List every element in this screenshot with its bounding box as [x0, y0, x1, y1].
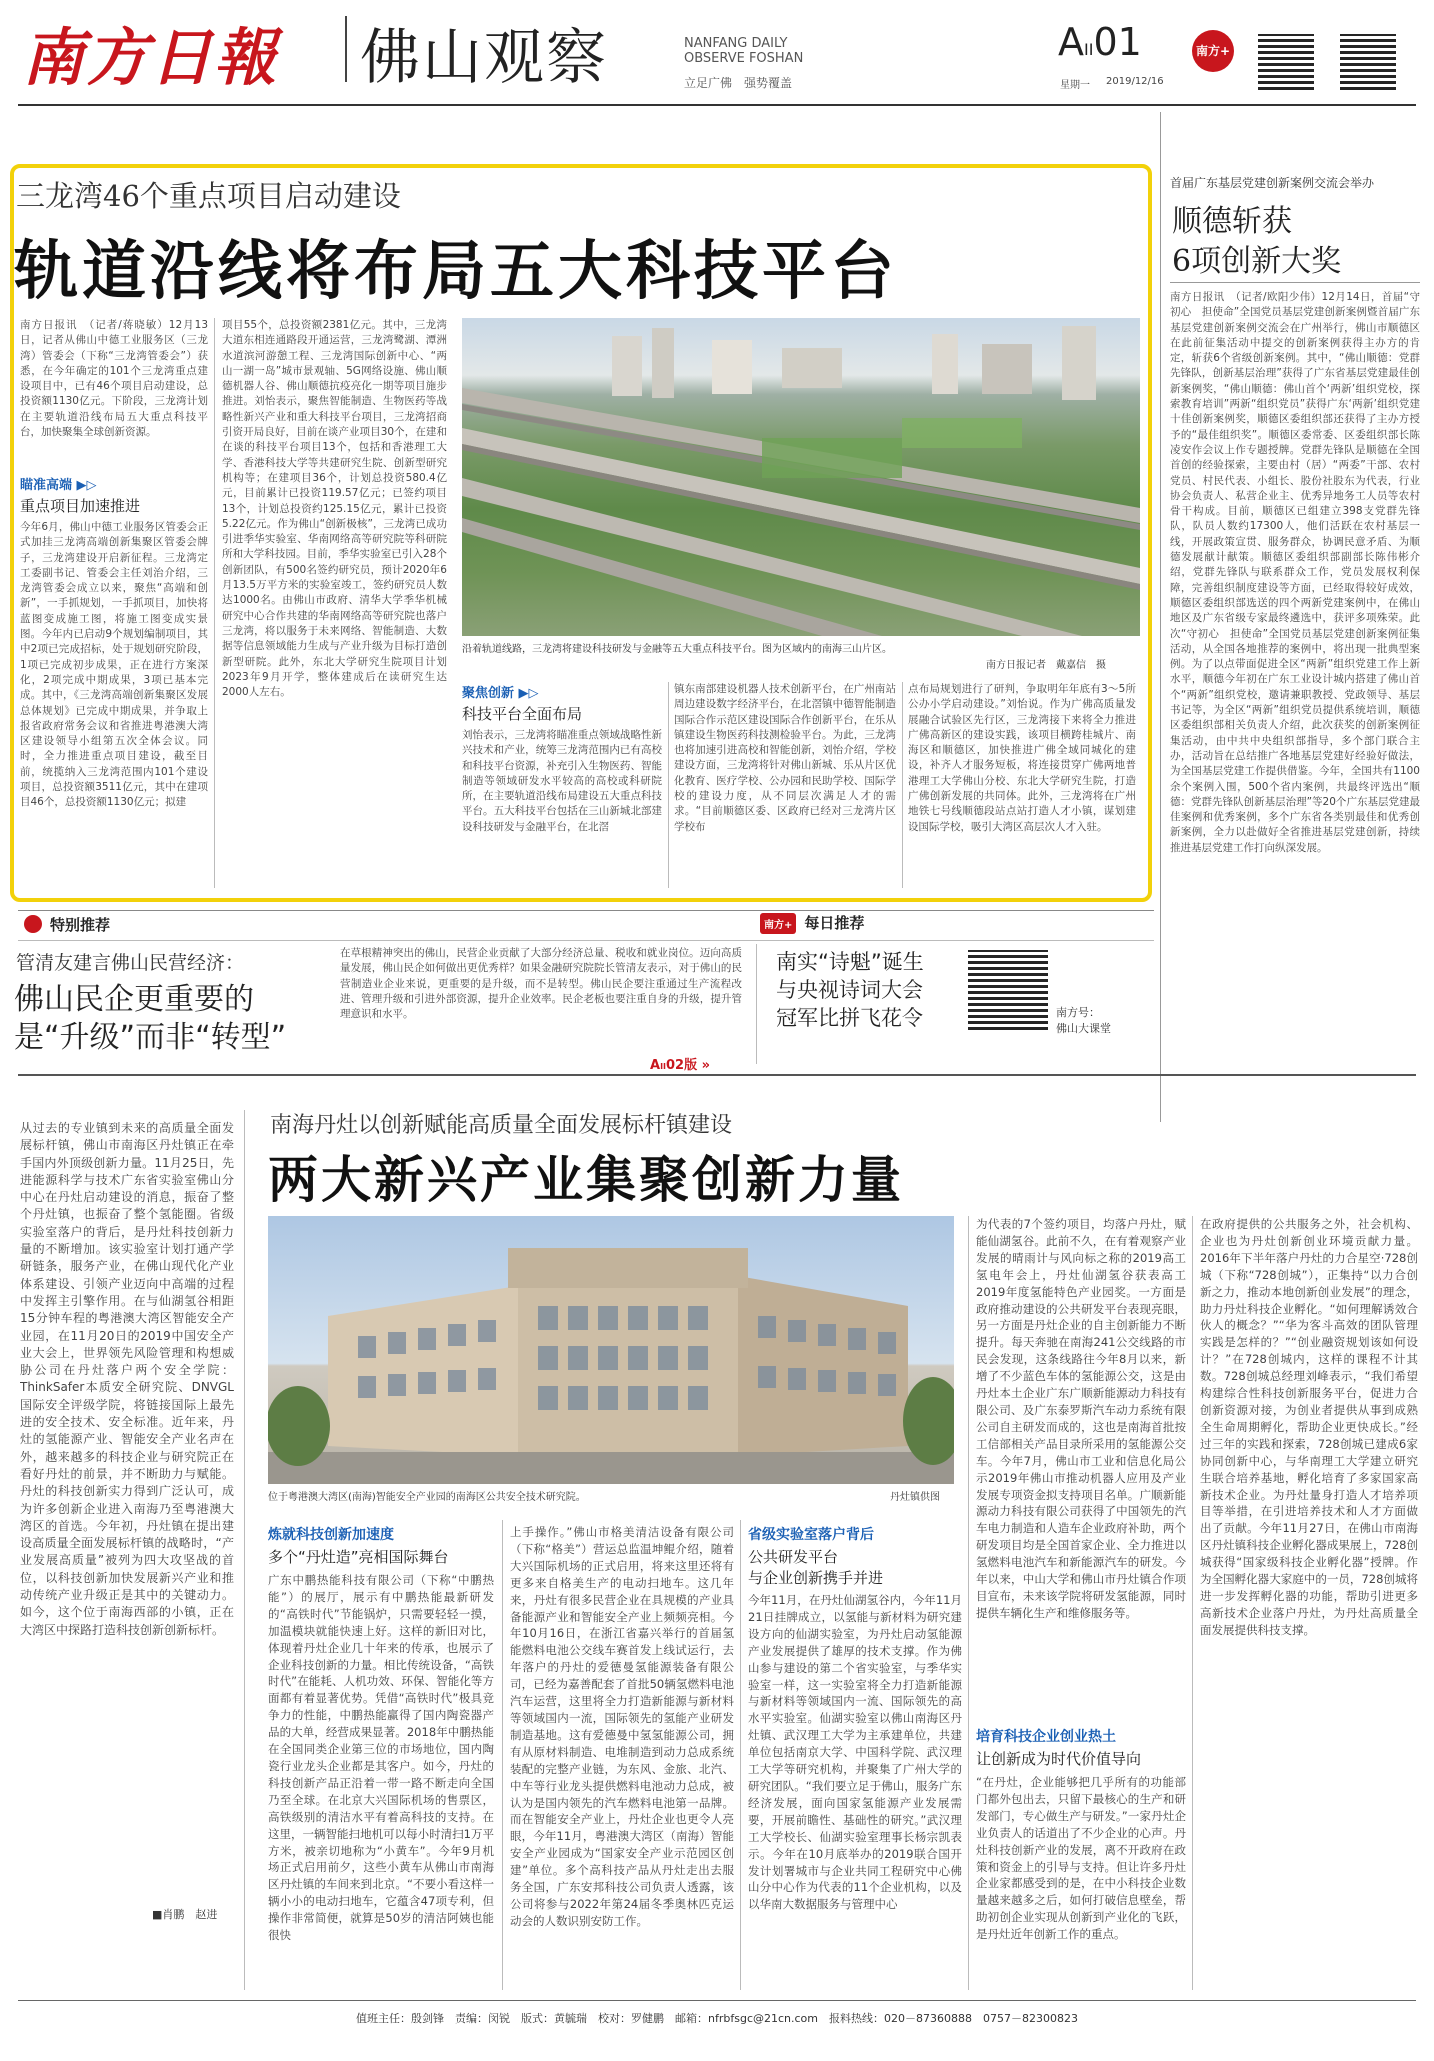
lead-col1-intro: 南方日报讯 （记者/蒋晓敏）12月13日，记者从佛山中德工业服务区（三龙湾）管委会（下称“三龙湾管委会”）获悉，在今年确定的101个三龙湾重点建设项目中，已有46个项目启动建设，总投资额1130亿元。下阶段，三龙湾计划在主要轨道沿线布局五大重点科技平台，加快聚集全球创新资源。 [20, 319, 208, 439]
qr-code-2[interactable] [1340, 34, 1396, 90]
qr-label-2: 佛山大课堂 [1056, 1022, 1111, 1035]
right-headline-2: 6项创新大奖 [1172, 244, 1342, 279]
second-sub-a-title: 多个“丹灶造”亮相国际舞台 [268, 1548, 449, 1566]
play-arrow-icon: ▶▷ [514, 686, 539, 701]
newspaper-logo: 南方日報 [22, 21, 279, 94]
masthead [0, 0, 1434, 100]
second-sub-c-label: 培育科技企业创业热土 [976, 1729, 1116, 1745]
slogan: 立足广佛 强势覆盖 [684, 76, 793, 90]
daily-qr-code[interactable] [968, 950, 1048, 1030]
second-headline: 两大新兴产业集聚创新力量 [268, 1150, 904, 1209]
second-col-b: 上手操作。”佛山市格美清洁设备有限公司（下称“格美”）营运总监温坤鲲介绍，随着大兴国际机场的正式启用，将来这里还将有更多来自格美生产的电动扫地车。这几年来，丹灶有很多民营企业在具规模的产业具备能源产业和智能安全产业上频频亮相。今年10月16日，在浙江省嘉兴举行的首届氢能燃料电池公交线车赛首发上线试运行，去年落户的丹灶的爱德曼氢能源装备有限公司，已经为嘉善配套了首批50辆氢燃料电池汽车运营，这里将全力打造新能源与新材料等领域国内一流，国际领先的氢能产业研发制造基地。这有爱德曼中氢氢能源公司，拥有从原材料制造、电堆制造到动力总成系统装配的完整产业链，为东风、金旅、北汽、中车等行业龙头提供燃料电池动力总成，被认为是国内领先的汽车燃料电池第一品牌。而在智能安全产业上，丹灶企业也更令人亮眼，今年11月，粤港澳大湾区（南海）智能安全产业园成为“国家安全产业示范园区创建”单位。多个高科技产品从丹灶走出去服务全国，广东安邦科技公司负责人透露，该公司将参与2022年第24届冬季奥林匹克运动会的人数识别安防工作。 [510, 1525, 734, 1928]
recommend-headline-1: 佛山民企更重要的 [14, 982, 254, 1017]
second-sub-b [748, 1524, 968, 1588]
second-photo-building [268, 1216, 954, 1484]
lead-col3-body: 刘怡表示，三龙湾将瞄准重点领域战略性新兴技术和产业，统筹三龙湾范围内已有高校和科技平台资源，补充引入生物医药、智能制造等领域研发水平较高的高校或科研院所，在主要轨道沿线布局建设五大重点科技平台。五大科技平台包括在三山新城北部建设科技研发与金融平台，在北滘 [462, 729, 662, 833]
play-arrow-icon: ▶▷ [72, 478, 97, 493]
daily-headline-3: 冠军比拼飞花令 [776, 1006, 923, 1030]
daily-headline-2: 与央视诗词大会 [776, 978, 923, 1002]
lead-photo-railway [462, 318, 1140, 636]
edition-english: NANFANG DAILY OBSERVE FOSHAN [684, 36, 804, 66]
lead-sub2 [462, 682, 662, 724]
page-number: AII01 [1058, 20, 1142, 64]
right-kicker: 首届广东基层党建创新案例交流会举办 [1170, 176, 1375, 190]
second-col-d2: “在丹灶，企业能够把几乎所有的功能部门都外包出去，只留下最核心的生产和研发部门，专心做生产与研发。”一家丹灶企业负责人的话道出了不少企业的心声。丹灶科技创新产业的发展，离不开政府在政策和资金上的引导与支持。但让许多丹灶企业家都感受到的是，在中小科技企业数量越来越多之后，如何打破信息壁垒，帮助初创企业实现从创新到产业化的飞跃，是丹灶近年创新工作的重点。 [976, 1775, 1186, 1942]
daily-recommend-logo: 南方+ [760, 913, 796, 934]
second-photo-caption: 位于粤港澳大湾区(南海)智能安全产业园的南海区公共安全技术研究院。 [268, 1492, 586, 1503]
recommend-kicker: 管清友建言佛山民营经济： [16, 952, 245, 974]
lead-headline: 轨道沿线将布局五大科技平台 [14, 234, 898, 309]
second-left-col: 从过去的专业镇到未来的高质量全面发展标杆镇，佛山市南海区丹灶镇正在牵手国内外顶级创新力量。11月25日，先进能源科学与技术广东省实验室佛山分中心在丹灶启动建设的消息，振奋了整个丹灶镇，也振奋了整个氢能圈。省级实验室落户的背后，是丹灶科技创新力量的不断增加。该实验室计划打通产学研链条，服务产业，在佛山现代化产业体系建设、引领产业迈向中高端的过程中发挥主引擎作用。在与仙湖氢谷相距15分钟车程的粤港澳大湾区智能安全产业园，在11月20日的2019中国安全产业大会上，世界领先风险管理和构想威胁公司在丹灶落户两个安全学院：ThinkSafer本质安全研究院、DNVGL国际安全评级学院，将链接国际上最先进的安全技术、安全标准。近年来，丹灶的氢能源产业、智能安全产业名声在外，越来越多的科技企业与研究院正在看好丹灶的前景，并不断助力与赋能。丹灶的科技创新实力得到广泛认可，成为许多创新企业进入南海乃至粤港澳大湾区的首选。今年初，丹灶镇在提出建设高质量全面发展标杆镇的战略时，“产业发展高质量”被列为四大攻坚战的首位，以科技创新加快发展新兴产业和推动传统产业升级正是其中的关键动力。如今，这个位于南海西部的小镇，正在大湾区中探路打造科技创新创新标杆。 [20, 1121, 234, 1637]
second-right-col: 在政府提供的公共服务之外，社会机构、企业也为丹灶创新创业环境贡献力量。2016年下半年落户丹灶的力合星空·728创城（下称“728创城”），正集持“以力合创新之力，推动本地创新创业发展”的理念，助力丹灶科技企业孵化。“如何理解诱效合伙人的概念？”“华为客斗高效的团队管理实践是怎样的？”“创业融资规划该如何设计？”在728创城内，这样的课程不计其数。728创城总经理刘峰表示，“我们希望构建综合性科技创新服务平台，促进力合创新资源对接，为创业者提供从事到成熟全生命周期孵化，帮助企业更快成长。”经过三年的实践和探索，728创城已建成6家协同创新中心，与华南理工大学建立研究生联合培养基地，孵化培育了多家国家高新技术企业。为丹灶量身打造人才培养项目等举措，在引进培养技术和人才方面做出了贡献。今年11月27日，在佛山市南海区丹灶镇科技企业孵化器成果展上，728创城获得“国家级科技企业孵化器”授牌。作为全国孵化器大家庭中的一员，728创城将进一步发挥孵化器的功能，帮助引进更多高新技术企业落户丹灶，为丹灶高质量全面发展提供科技支撑。 [1200, 1217, 1418, 1637]
special-recommend: 特别推荐 [24, 914, 110, 935]
second-kicker: 南海丹灶以创新赋能高质量全面发展标杆镇建设 [270, 1113, 733, 1138]
lead-sub2-label: 聚焦创新 [462, 686, 515, 701]
lead-col1-body: 今年6月，佛山中德工业服务区管委会正式加挂三龙湾高端创新集聚区管委会牌子，三龙湾建设开启新征程。三龙湾定工委副书记、管委会主任刘治介绍，三龙湾管委会成立以来，聚焦“高端和创新”，一手抓规划，一手抓项目，加快将蓝图变成施工图，将施工图变成实景图。今年内已启动9个规划编制项目，其中2项已完成招标，处于规划研究阶段，1项已完成初步成果，正在进行方案深化，2项完成中期成果，3项已基本完成。其中，《三龙湾高端创新集聚区发展总体规划》已完成中期成果，并争取上报省政府常务会议和省推进粤港澳大湾区建设领导小组第五次全体会议。同时，全力推进重点项目建设，截至目前，统揽纳入三龙湾范围内101个建设项目，总投资额3511亿元，其中在建项目46个，总投资额1130亿元；拟建 [20, 521, 208, 809]
edition-title: 佛山观察 [360, 23, 608, 93]
weekday: 星期一 [1060, 80, 1090, 91]
qr-label-1: 南方号： [1056, 1006, 1100, 1019]
lead-col2-body: 项目55个，总投资额2381亿元。其中，三龙湾大道东相连通路段开通运营，三龙湾鹭湖、潭洲水道滨河游憩工程、三龙湾国际创新中心、“两山一湖一岛”城市景观轴、5G网络设施、佛山顺德机器人谷、佛山顺德抗疫亮化一期等项目施步推进。刘怡表示，聚焦智能制造、生物医药等战略性新兴产业和重大科技平台项目，三龙湾招商引资开局良好，目前在谈产业项目30个，在建和在谈的科技平台项目13个，包括和香港理工大学、香港科技大学等共建研究生院、创新型研究机构等；在建项目36个，计划总投资580.4亿元，目前累计已投资119.57亿元；已签约项目13个，计划总投资约125.15亿元，累计已投资5.22亿元。作为佛山“创新极核”，三龙湾已成功引进季华实验室、华南网络高等研究院等科研院所和大学科技园。目前，季华实验室已引入28个创新团队，有500名签约研究员，预计2020年6月13.5万平方米的实验室竣工，签约研究员人数达1000名。由佛山市政府、清华大学季华机械研究中心合作共建的华南网络高等研究院也落户三龙湾，将以服务于未来网络、智能制造、大数据等信息领域能力生成与产业升级为目标打造创新型研院。此外，东北大学研究生院项目计划2023年9月开学，整体建成后在读研究生达2000人左右。 [222, 319, 447, 699]
second-sub-b-title-1: 公共研发平台 [748, 1548, 839, 1566]
second-photo-credit: 丹灶镇供图 [890, 1492, 940, 1503]
lead-col5-body: 点布局规划进行了研判，争取明年年底有3～5所公办小学启动建设。”刘怡说。作为广佛高质量发展融合试验区先行区，三龙湾接下来将全力推进广佛高新区的建设实践，该项目横跨桂城片、南海区和顺德区，加快推进广佛全域同城化的建设，补齐人才服务短板，将连接贯穿广佛两地普港理工大学佛山分校、东北大学研究生院，打造广佛创新发展的共同体。此外，三龙湾将在广州地铁七号线顺德段站点站打造人才小镇，谋划建设国际学校，吸引大湾区高层次人才入驻。 [908, 683, 1136, 833]
second-col-d: 为代表的7个签约项目，均落户丹灶，赋能仙湖氢谷。此前不久，在有着观察产业发展的晴雨计与风向标之称的2019高工氢电年会上，丹灶仙湖氢谷获表高工2019年度氢能特色产业园奖。一方面是政府推动建设的公共研发平台表现亮眼，另一方面是丹灶企业的自主创新能力不断提升。每天奔驰在南海241公交线路的市民会发现，这条线路往今年8月以来，新增了不少蓝色车体的氢能源公交，这是由丹灶本土企业广东广顺新能源动力科技有限公司、及广东泰罗斯汽车动力系统有限公司自主研发而成的，这也是南海首批按工信部相关产品目录所采用的氢能源公交车。今年7月，佛山市工业和信息化局公示2019年佛山市推动机器人应用及产业发展专项资金拟支持项目名单。广顺新能源动力科技有限公司获得了中国领先的汽车电力制造和人造车企业政府补助，两个研发项目均是全国首家企业、全力推进以氢燃料电池汽车和新能源汽车的研发。今年以来，中山大学和佛山市丹灶镇合作项目宣布，未来该学院将研发氢能源，同时提供车辆化生产和维修服务等。 [976, 1217, 1186, 1620]
lead-kicker: 三龙湾46个重点项目启动建设 [16, 179, 401, 213]
lead-photo-credit: 南方日报记者 戴嘉信 摄 [986, 660, 1106, 671]
special-recommend-icon [24, 915, 42, 933]
second-sub-c [976, 1726, 1186, 1769]
lead-col4-body: 镇东南部建设机器人技术创新平台，在广州南站周边建设数字经济平台，在北滘镇中德智能制造国际合作示范区建设国际合作创新平台，在乐从镇建设生物医药科技测检验平台。为此，三龙湾也将加速引进高校和智能创新，刘怡介绍，学校建设方面，三龙湾将针对佛山新城、乐从片区优化教育、医疗学校、公办园和民助学校、国际学校的建设力度，从不同层次满足人才的需求。“目前顺德区委、区政府已经对三龙湾片区学校布 [674, 683, 896, 833]
lead-sub2-title: 科技平台全面布局 [462, 705, 583, 723]
recommend-body: 在草根精神突出的佛山，民营企业贡献了大部分经济总量、税收和就业岗位。迈向高质量发展，佛山民企如何做出更优秀样？如果金融研究院院长管清友表示，对于佛山的民营制造业企业来说，更重要的是升级，而不是转型。佛山民企要注重通过生产流程改进、管理升级和引进外部资源，提升企业效率。民企老板也要注重自身的升级，提升管理意识和水平。 [340, 947, 742, 1021]
brand-tag: 南方+ [1192, 30, 1234, 72]
daily-recommend: 南方+ 每日推荐 [760, 912, 864, 934]
footer-credits: 值班主任：殷剑锋 责编：闵锐 版式：黄毓瑞 校对：罗健鹏 邮箱：nfrbfsgc@21cn.com 报料热线：020－87360888 0757－82300823 [356, 2012, 1078, 2025]
building-illustration [268, 1216, 954, 1484]
second-col-c: 今年11月，在丹灶仙湖氢谷内，今年11月21日挂牌成立，以氢能与新材料为研究建设方向的仙湖实验室，为丹灶启动氢能源产业发展提供了雄厚的技术支撑。作为佛山参与建设的第二个省实验室，与季华实验室一样，这一实验室将全力打造新能源与新材料等领域国内一流、国际领先的高水平实验室。仙湖实验室以佛山南海区丹灶镇、武汉理工大学为主承建单位，共建单位包括南京大学、中国科学院、武汉理工大学等研究机构，并聚集了广州大学的研究团队。“我们要立足于佛山，服务广东经济发展，面向国家氢能源产业发展需要，开展前瞻性、基础性的研究。”武汉理工大学校长、仙湖实验室理事长杨宗凯表示。今年在10月底举办的2019联合国开发计划署城市与企业共同工程研究中心佛山分中心作为代表的11个企业机构，以及以华南大数据服务与管理中心 [748, 1593, 962, 1912]
qr-code-1[interactable] [1258, 34, 1314, 90]
second-author: ■肖鹏 赵进 [152, 1908, 218, 1921]
lead-sub1 [20, 474, 208, 516]
second-sub-b-label: 省级实验室落户背后 [748, 1527, 874, 1543]
lead-sub1-label: 瞄准高端 [20, 478, 73, 493]
date: 2019/12/16 [1106, 76, 1164, 87]
recommend-headline-2: 是“升级”而非“转型” [14, 1020, 287, 1055]
recommend-page-link[interactable]: AII02版 » [650, 1058, 711, 1073]
second-sub-b-title-2: 与企业创新携手并进 [748, 1569, 884, 1587]
right-body: 南方日报讯 （记者/欧阳少伟）12月14日，首届“守初心 担使命”全国党员基层党建创新案例暨首届广东基层党建创新案例交流会在广州举行，佛山市顺德区在此前征集活动中提交的创新案例获得主办方的肯定，斩获6个省级创新案例。其中，“佛山顺德：党群先锋队，创新基层治理”获得了广东省基层党建最佳创新案例奖，“佛山顺德：佛山首个‘两新’组织党校，探索教育培训”两新“组织党员”获得广东‘两新’组织党建十佳创新案例奖，顺德区委组织部还获得了主办方授予的“最佳组织奖”。顺德区委常委、区委组织部长陈凌安作会议上作专题授牌。党群先锋队是顺德在全国首创的经验探索，主要由村（居）“两委”干部、农村党员、村民代表、小组长、股份社股东为代表，行业协会负责人、私营企业主、优秀异地务工人员等农村骨干构成。目前，顺德区已组建立398支党群先锋队，队员人数约17300人，他们活跃在农村基层一线，开展政策宣贯、服务群众，协调民意矛盾、为顺德发展献计献策。顺德区委组织部副部长陈伟彬介绍，党群先锋队与联系群众工作，党员发展权利保障，完善组织制度建设等方面，已经取得较好成效，顺德区委组织部选送的四个两新党建案例中，在佛山地区及广东省级专家最终遴选中，获评多项殊荣。此次“守初心 担使命”全国党员基层党建创新案例征集活动，从全国各地推荐的案例中，将出现一批典型案例。为了以点带面促进全区“两新”组织党建工作上新水平，顺德今年初在广东工业设计城内搭建了佛山首个“两新”组织党校，邀请兼职教授、党政领导、基层书记等，为全区“两新”组织党员提供系统培训，顺德区委组织部相关负责人介绍，此次获奖的创新案例征集活动，由中共中央组织部指导，多个部门联合主办，活动旨在总结推广各地基层党建好经验好做法，为全国基层党建工作提供借鉴。今年，全国共有1100余个案例入围，500个省内案例，共最终评选出“顺德：党群先锋队创新基层治理”等20个广东基层党建最佳案例和优秀案例，多个广东省各类别最佳和优秀创新案例，全力以赴做好全省推进基层党建创新，持续推进基层党建工作打向纵深发展。 [1170, 291, 1420, 854]
double-chevron-icon: » [697, 1058, 711, 1073]
lead-photo-caption: 沿着轨道线路，三龙湾将建设科技研发与金融等五大重点科技平台。图为区域内的南海三山片区。 [462, 644, 892, 655]
second-sub-a-label: 炼就科技创新加速度 [268, 1527, 394, 1543]
right-headline-1: 顺德斩获 [1172, 204, 1292, 239]
railway-illustration [462, 318, 1140, 636]
lead-sub1-title: 重点项目加速推进 [20, 497, 141, 515]
second-col-a: 广东中鹏热能科技有限公司（下称“中鹏热能”）的展厅，展示有中鹏热能最新研发的“高铁时代”节能锅炉，只需要轻轻一摸，加温模块就能快速上好。这样的新旧对比，体现着丹灶企业几十年来的传承，也展示了企业科技创新的力量。相比传统设备，“高铁时代”在能耗、人机功效、环保、智能化等方面都有着显著优势。凭借“高铁时代”极具竞争力的性能，中鹏热能赢得了国内陶瓷器产品的大单，经营成果显著。2018年中鹏热能在全国同类企业第三位的市场地位，国内陶瓷行业龙头企业都是其客户。如今，丹灶的科技创新产品正沿着一带一路不断走向全国乃至全球。在北京大兴国际机场的售票区，高铁级别的清洁水平有着高科技的支持。在这里，一辆智能扫地机可以每小时清扫1万平方米，被亲切地称为“小黄车”。今年9月机场正式启用前夕，这些小黄车从佛山市南海区丹灶镇的车间来到北京。“不要小看这样一辆小小的电动扫地车，它蕴含47项专利，但操作非常简便，就算是50岁的清洁阿姨也能很快 [268, 1573, 494, 1943]
daily-headline-1: 南实“诗魁”诞生 [776, 950, 924, 974]
second-sub-c-title: 让创新成为时代价值导向 [976, 1750, 1142, 1768]
second-sub-a [268, 1524, 498, 1567]
